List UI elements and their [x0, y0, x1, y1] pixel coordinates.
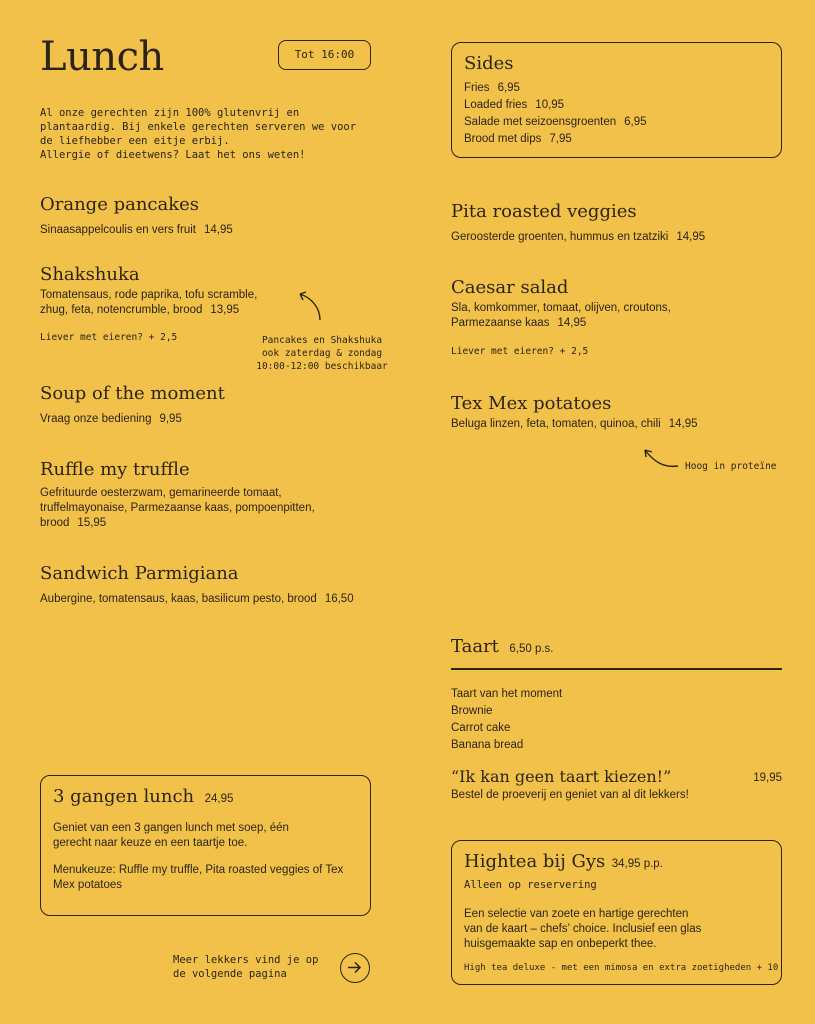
dish-texmex: Tex Mex potatoes Beluga linzen, feta, tomaten, quinoa, chili 14,95 — [451, 393, 698, 430]
weekend-note: Pancakes en Shakshuka ook zaterdag & zondag 10:00-12:00 beschikbaar — [256, 335, 388, 372]
arrow-right-icon — [341, 954, 368, 981]
dish-shakshuka: Shakshuka Tomatensaus, rode paprika, tofu scramble, zhug, feta, notencrumble, brood 13,95 Liever met eieren? + 2,5 — [40, 264, 258, 343]
time-badge: Tot 16:00 — [278, 40, 371, 70]
list-item: Brood met dips 7,95 — [464, 133, 572, 145]
next-page-button[interactable] — [340, 953, 370, 983]
taart-list — [451, 686, 562, 754]
list-item: Banana bread — [451, 739, 524, 751]
list-item: Carrot cake — [451, 722, 511, 734]
intro-text: Al onze gerechten zijn 100% glutenvrij en plantaardig. Bij enkele gerechten serveren we voor de liefhebber een eitje erbij. Allergie of dieetwens? Laat het ons weten! — [40, 107, 357, 161]
lunch3-menu: Menukeuze: Ruffle my truffle, Pita roasted veggies of Tex Mex potatoes — [53, 864, 344, 891]
sides-list — [464, 80, 647, 148]
list-item: Taart van het moment — [451, 688, 563, 700]
lunch3-desc: Geniet van een 3 gangen lunch met soep, één gerecht naar keuze en een taartje toe. — [53, 822, 289, 849]
hightea-reservation: Alleen op reservering — [464, 879, 597, 891]
dish-soup: Soup of the moment Vraag onze bediening 9,95 — [40, 383, 225, 425]
next-page-text: Meer lekkers vind je op de volgende pagina — [173, 954, 319, 980]
dish-sandwich: Sandwich Parmigiana Aubergine, tomatensaus, kaas, basilicum pesto, brood 16,50 — [40, 563, 354, 605]
list-item: Salade met seizoensgroenten 6,95 — [464, 116, 647, 128]
dish-truffle: Ruffle my truffle Gefrituurde oesterzwam, gemarineerde tomaat, truffelmayonaise, Parmezaanse kaas, pompoenpitten, brood 15,95 — [40, 459, 315, 529]
hightea-deluxe: High tea deluxe - met een mimosa en extra zoetigheden + 10 — [464, 963, 779, 973]
dish-caesar: Caesar salad Sla, komkommer, tomaat, olijven, croutons, Parmezaanse kaas 14,95 Liever met eieren? + 2,5 — [451, 277, 671, 357]
taart-quote: “Ik kan geen taart kiezen!” — [451, 767, 672, 786]
list-item: Fries 6,95 — [464, 82, 520, 94]
egg-extra: Liever met eieren? + 2,5 — [451, 346, 589, 357]
hightea-title: Hightea bij Gys — [464, 851, 606, 872]
list-item: Brownie — [451, 705, 493, 717]
taart-quote-desc: Bestel de proeverij en geniet van al dit lekkers! — [451, 789, 689, 801]
protein-note: Hoog in proteïne — [685, 461, 777, 472]
egg-extra: Liever met eieren? + 2,5 — [40, 332, 178, 343]
dish-pita: Pita roasted veggies Geroosterde groenten, hummus en tzatziki 14,95 — [451, 201, 706, 243]
lunch3-title: 3 gangen lunch — [53, 786, 195, 807]
curved-arrow-icon — [640, 444, 682, 472]
curved-arrow-icon — [292, 288, 328, 324]
hightea-price: 34,95 p.p. — [611, 858, 663, 870]
sides-title: Sides — [464, 53, 514, 74]
taart-quote-price: 19,95 — [753, 772, 782, 784]
dish-orange-pancakes: Orange pancakes Sinaasappelcoulis en vers fruit 14,95 — [40, 194, 233, 236]
page-title: Lunch — [40, 34, 164, 80]
taart-heading: Taart 6,50 p.s. — [451, 636, 554, 657]
lunch3-price: 24,95 — [204, 793, 234, 805]
divider — [451, 668, 782, 670]
list-item: Loaded fries 10,95 — [464, 99, 565, 111]
hightea-box — [451, 840, 782, 985]
hightea-desc: Een selectie van zoete en hartige gerechten van de kaart – chefs’ choice. Inclusief een glas huisgemaakte sap en onbeperkt thee. — [464, 908, 702, 950]
lunch3-box — [40, 775, 371, 916]
sides-box — [451, 42, 782, 158]
